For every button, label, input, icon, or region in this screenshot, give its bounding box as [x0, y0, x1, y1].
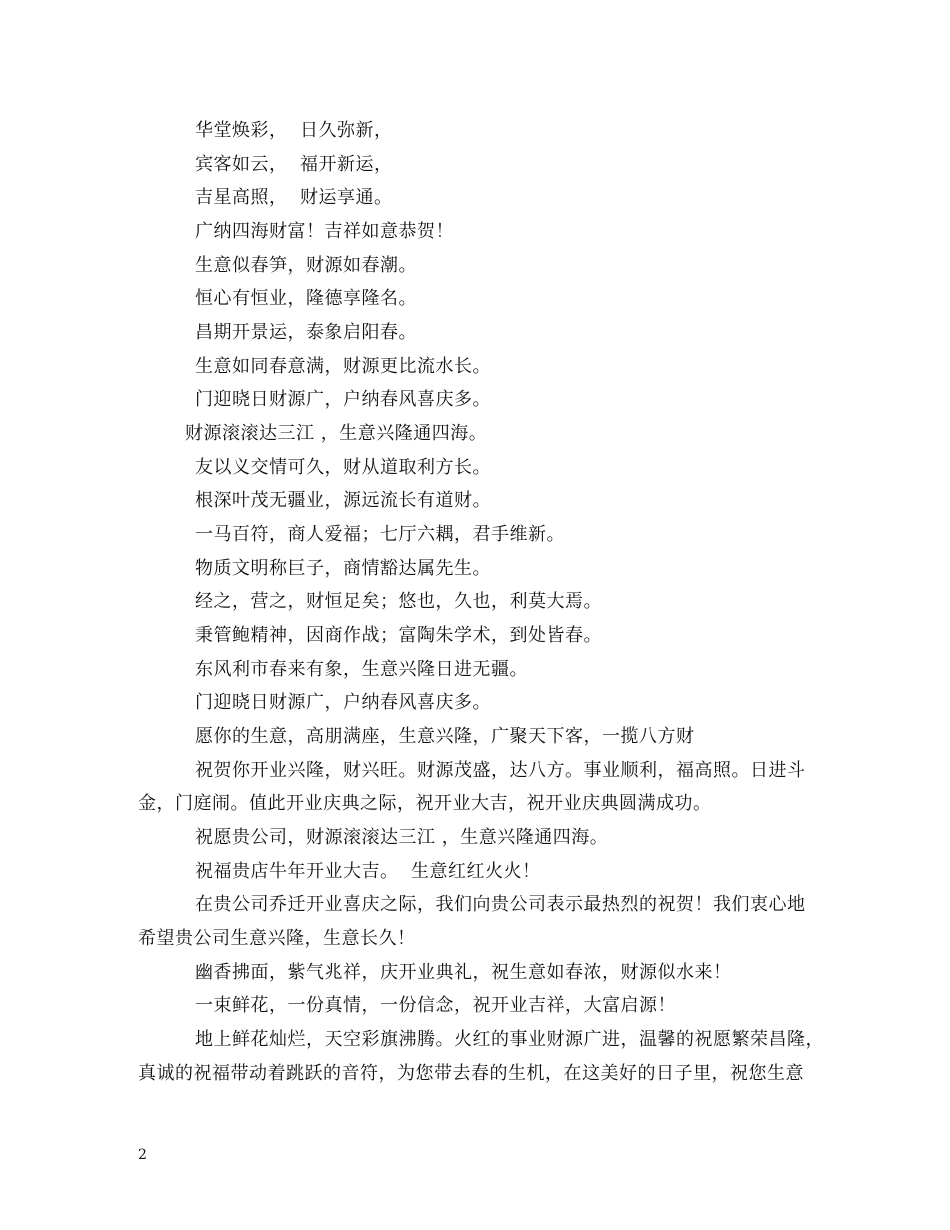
- text-line: 门迎晓日财源广，户纳春风喜庆多。: [195, 692, 491, 713]
- text-line: 一马百符，商人爱福；七厅六耦，君手维新。: [195, 524, 565, 545]
- text-line: 一束鲜花，一份真情，一份信念，祝开业吉祥，大富启源！: [195, 995, 676, 1016]
- text-line: 吉星高照， 财运享通。: [195, 187, 393, 208]
- text-line: 广纳四海财富！吉祥如意恭贺！: [195, 221, 454, 242]
- text-line: 祝贺你开业兴隆，财兴旺。财源茂盛，达八方。事业顺利，福高照。日进斗: [195, 760, 806, 781]
- text-line: 根深叶茂无疆业，源远流长有道财。: [195, 490, 491, 511]
- text-line: 秉管鲍精神，因商作战；富陶朱学术，到处皆春。: [195, 625, 602, 646]
- text-line: 祝福贵店牛年开业大吉。 生意红红火火！: [195, 861, 541, 882]
- text-line: 幽香拂面，紫气兆祥，庆开业典礼，祝生意如春浓，财源似水来！: [195, 962, 732, 983]
- text-line: 地上鲜花灿烂，天空彩旗沸腾。火红的事业财源广进，温馨的祝愿繁荣昌隆，: [195, 1029, 824, 1050]
- text-line: 祝愿贵公司，财源滚滚达三江 ，生意兴隆通四海。: [195, 827, 609, 848]
- text-line: 经之，营之，财恒足矣；悠也，久也，利莫大焉。: [195, 591, 602, 612]
- text-line: 昌期开景运，泰象启阳春。: [195, 322, 417, 343]
- text-line: 门迎晓日财源广，户纳春风喜庆多。: [195, 389, 491, 410]
- text-line: 真诚的祝福带动着跳跃的音符，为您带去春的生机，在这美好的日子里，祝您生意: [138, 1063, 804, 1084]
- text-line: 生意似春笋，财源如春潮。: [195, 255, 417, 276]
- text-line: 恒心有恒业，隆德享隆名。: [195, 288, 417, 309]
- text-line: 友以义交情可久，财从道取利方长。: [195, 457, 491, 478]
- text-line: 财源滚滚达三江 ，生意兴隆通四海。: [185, 423, 488, 444]
- text-line: 希望贵公司生意兴隆，生意长久！: [138, 928, 416, 949]
- text-line: 在贵公司乔迁开业喜庆之际，我们向贵公司表示最热烈的祝贺！我们衷心地: [195, 894, 806, 915]
- text-line: 金，门庭闹。值此开业庆典之际，祝开业大吉，祝开业庆典圆满成功。: [138, 793, 712, 814]
- text-line: 物质文明称巨子，商情豁达属先生。: [195, 558, 491, 579]
- text-line: 宾客如云， 福开新运，: [195, 154, 393, 175]
- page-number: 2: [138, 1147, 147, 1163]
- text-line: 华堂焕彩， 日久弥新，: [195, 120, 393, 141]
- text-line: 东风利市春来有象，生意兴隆日进无疆。: [195, 659, 528, 680]
- text-line: 愿你的生意，高朋满座，生意兴隆，广聚天下客，一揽八方财: [195, 726, 695, 747]
- text-line: 生意如同春意满，财源更比流水长。: [195, 356, 491, 377]
